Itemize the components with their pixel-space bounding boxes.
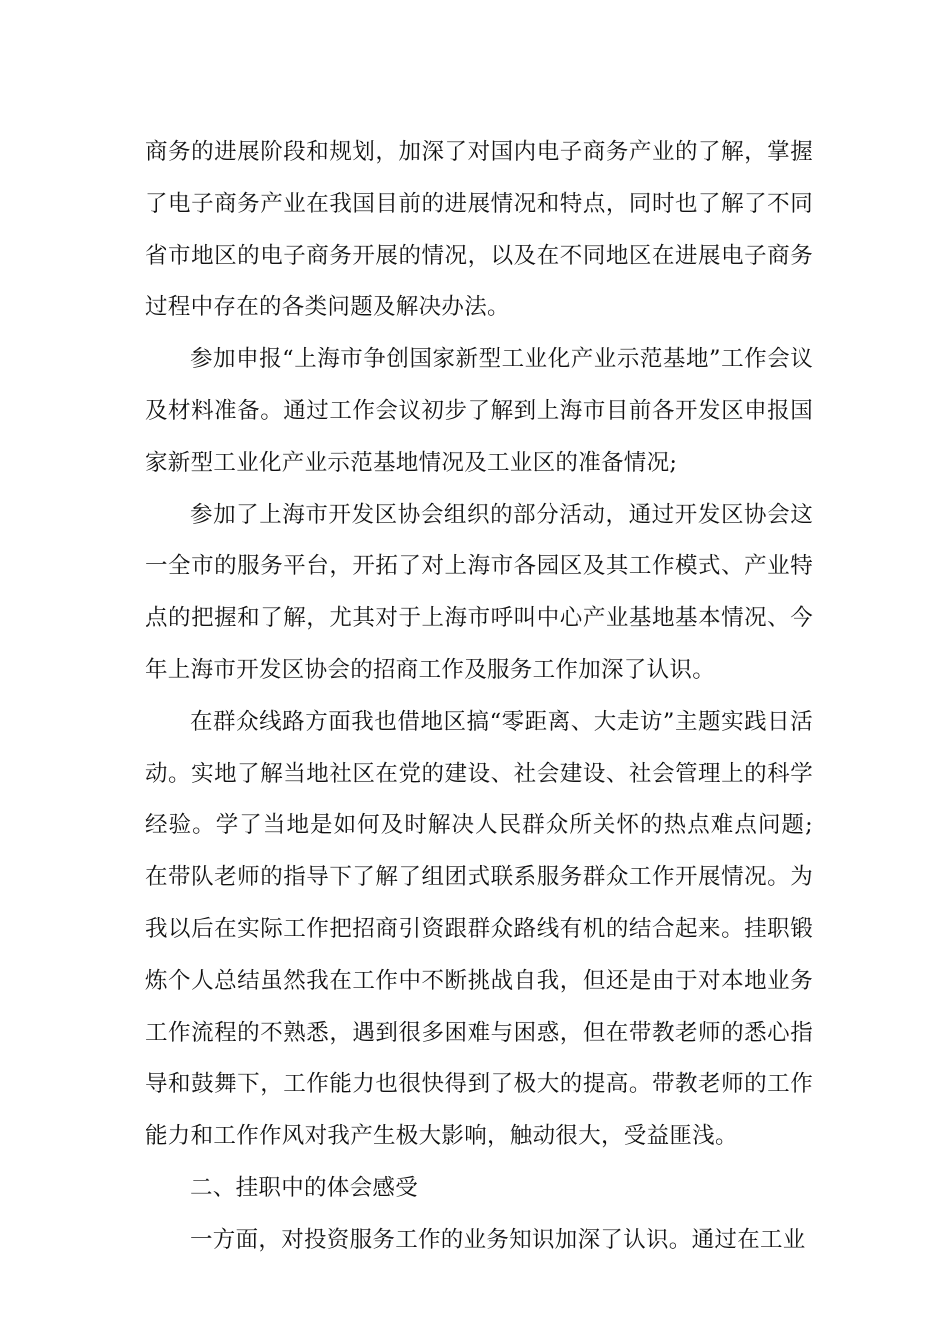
paragraph-investment-service: 一方面，对投资服务工作的业务知识加深了认识。通过在工业	[190, 1226, 806, 1253]
paragraph-mass-line: 在群众线路方面我也借地区搞“零距离、大走访”主题实践日活动。实地了解当地社区在党的建设、社会建设、社会管理上的科学经验。学了当地是如何及时解决人民群众所关怀的热点难点问题;在带队老师的指导下了解了组团式联系服务群众工作开展情况。为我以后在实际工作把招商引资跟群众路线有机的结合起来。挂职锻炼个人总结虽然我在工作中不断挑战自我，但还是由于对本地业务工作流程的不熟悉，遇到很多困难与困惑，但在带教老师的悉心指导和鼓舞下，工作能力也很快得到了极大的提高。带教老师的工作能力和工作作风对我产生极大影响，触动很大，受益匪浅。	[145, 708, 813, 1150]
document-body	[145, 127, 813, 1267]
paragraph-application-meeting: 参加申报“上海市争创国家新型工业化产业示范基地”工作会议及材料准备。通过工作会议初步了解到上海市目前各开发区申报国家新型工业化产业示范基地情况及工业区的准备情况;	[145, 346, 813, 476]
paragraph-continuation: 商务的进展阶段和规划，加深了对国内电子商务产业的了解，掌握了电子商务产业在我国目前的进展情况和特点，同时也了解了不同省市地区的电子商务开展的情况，以及在不同地区在进展电子商务过程中存在的各类问题及解决办法。	[145, 139, 813, 321]
paragraph-association-activities: 参加了上海市开发区协会组织的部分活动，通过开发区协会这一全市的服务平台，开拓了对上海市各园区及其工作模式、产业特点的把握和了解，尤其对于上海市呼叫中心产业基地基本情况、今年上海市开发区协会的招商工作及服务工作加深了认识。	[145, 501, 813, 683]
section-heading: 二、挂职中的体会感受	[190, 1174, 419, 1201]
